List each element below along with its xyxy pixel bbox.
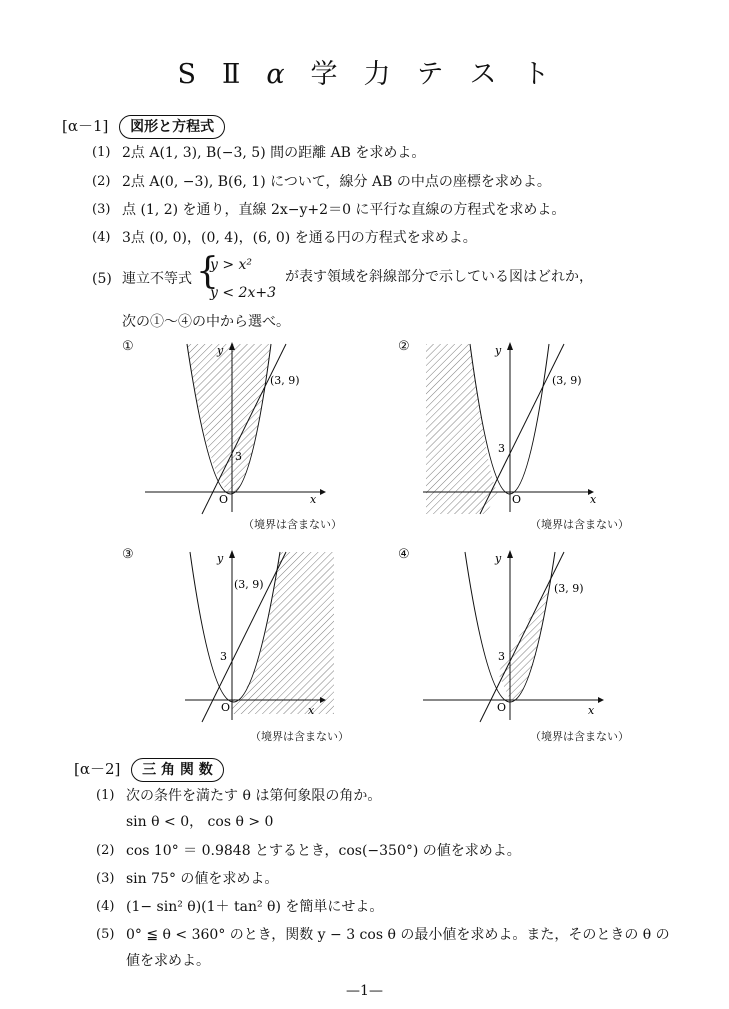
question-text: sin 75° の値を求めよ。 [126,871,279,887]
graph-1 [140,338,340,518]
section1-label: [α－1] [62,117,109,135]
section1-header [62,115,225,139]
section1-badge: 図形と方程式 [119,115,225,139]
intercept-label: 3 [498,442,505,455]
title-char: 力 [363,59,393,90]
x-arrow-icon [320,489,326,495]
title-char: S [177,59,198,90]
question-1-5-number: (5) [92,271,112,287]
question-number: (5) [96,927,115,942]
x-axis-label: x [588,704,595,717]
intercept-label: 3 [235,450,242,463]
x-arrow-icon [598,697,604,703]
question-1-5-line2: 次の①～④の中から選べ。 [122,314,290,330]
graph-2 [418,338,618,518]
graph-4-id: ④ [398,547,410,562]
question-1-5-lead: 連立不等式 [122,271,192,287]
title-char: ト [522,59,552,90]
question-2-3 [96,870,696,888]
question-number: (3) [96,871,115,886]
intercept-label: 3 [498,650,505,663]
y-axis-label: y [217,344,224,357]
point-label: (3, 9) [552,374,582,387]
y-arrow-icon [229,550,235,558]
question-1-2 [92,173,692,191]
graph-4 [418,546,618,726]
intercept-label: 3 [220,650,227,663]
question-text: 2点 A(0, −3), B(6, 1) について，線分 AB の中点の座標を求めよ。 [122,174,551,190]
x-axis-label: x [590,493,597,506]
question-number: (1) [92,145,111,160]
x-axis-label: x [310,493,317,506]
title-char: 学 [310,59,340,90]
question-2-1-sub: sin θ < 0， cos θ > 0 [126,814,274,830]
origin-label: O [221,701,231,714]
x-axis-label: x [308,704,315,717]
y-axis-label: y [495,552,502,565]
page-number: —1— [346,983,383,999]
title-char: ス [469,59,499,90]
question-2-5 [96,926,716,944]
line-curve [480,552,564,722]
point-label: (3, 9) [554,582,584,595]
question-text: 点 (1, 2) を通り，直線 2x−y+2＝0 に平行な直線の方程式を求めよ。 [122,202,566,218]
question-2-2 [96,842,696,860]
section2-label: [α－2] [74,760,121,778]
y-arrow-icon [507,550,513,558]
question-1-4 [92,229,692,247]
question-number: (4) [96,899,115,914]
y-axis-label: y [217,552,224,565]
inequality-2: y < 2x+3 [210,285,276,301]
origin-label: O [219,493,229,506]
graph-2-id: ② [398,339,410,354]
line-curve [480,344,564,514]
question-number: (4) [92,230,111,245]
question-number: (1) [96,788,115,803]
graph-3-note: （境界は含まない） [250,730,349,743]
graph-3-id: ③ [122,547,134,562]
section2-badge: 三 角 関 数 [131,758,224,782]
graph-1-note: （境界は含まない） [243,518,342,531]
title-char: α [266,59,287,90]
shaded-region [232,344,271,492]
graph-4-note: （境界は含まない） [530,730,629,743]
shaded-region [232,552,334,714]
point-label: (3, 9) [234,578,264,591]
section2-header [74,758,224,782]
y-arrow-icon [507,342,513,350]
shaded-region [498,584,549,700]
question-number: (2) [96,843,115,858]
title-char: テ [416,59,446,90]
question-text: 3点 (0, 0)，(0, 4)，(6, 0) を通る円の方程式を求めよ。 [122,230,477,246]
question-1-3 [92,201,692,219]
point-label: (3, 9) [270,374,300,387]
question-2-5-line2: 値を求めよ。 [126,953,210,969]
shaded-region [426,344,498,514]
origin-label: O [497,701,507,714]
question-1-5-tail: が表す領域を斜線部分で示している図はどれか， [285,269,593,285]
question-text: cos 10° ＝ 0.9848 とするとき，cos(−350°) の値を求めよ。 [126,843,521,859]
question-1-1 [92,144,692,162]
question-number: (3) [92,202,111,217]
origin-label: O [512,493,522,506]
question-2-4 [96,898,696,916]
inequality-1: y > x² [210,257,253,273]
shaded-region [187,344,232,492]
y-axis-label: y [495,344,502,357]
question-text: (1− sin² θ)(1＋ tan² θ) を簡単にせよ。 [126,899,384,915]
question-2-1 [96,787,696,805]
question-text: 0° ≦ θ < 360° のとき，関数 y − 3 cos θ の最小値を求めよ。また，そのときの θ の [126,927,670,943]
graph-2-note: （境界は含まない） [530,518,629,531]
question-text: 2点 A(1, 3), B(−3, 5) 間の距離 AB を求めよ。 [122,145,426,161]
question-number: (2) [92,174,111,189]
inequality-brace: { [196,251,219,292]
graph-1-id: ① [122,339,134,354]
title-char: Ⅱ [221,59,243,90]
page-title [0,52,729,91]
question-text: 次の条件を満たす θ は第何象限の角か。 [126,788,382,804]
graph-3 [140,546,340,726]
